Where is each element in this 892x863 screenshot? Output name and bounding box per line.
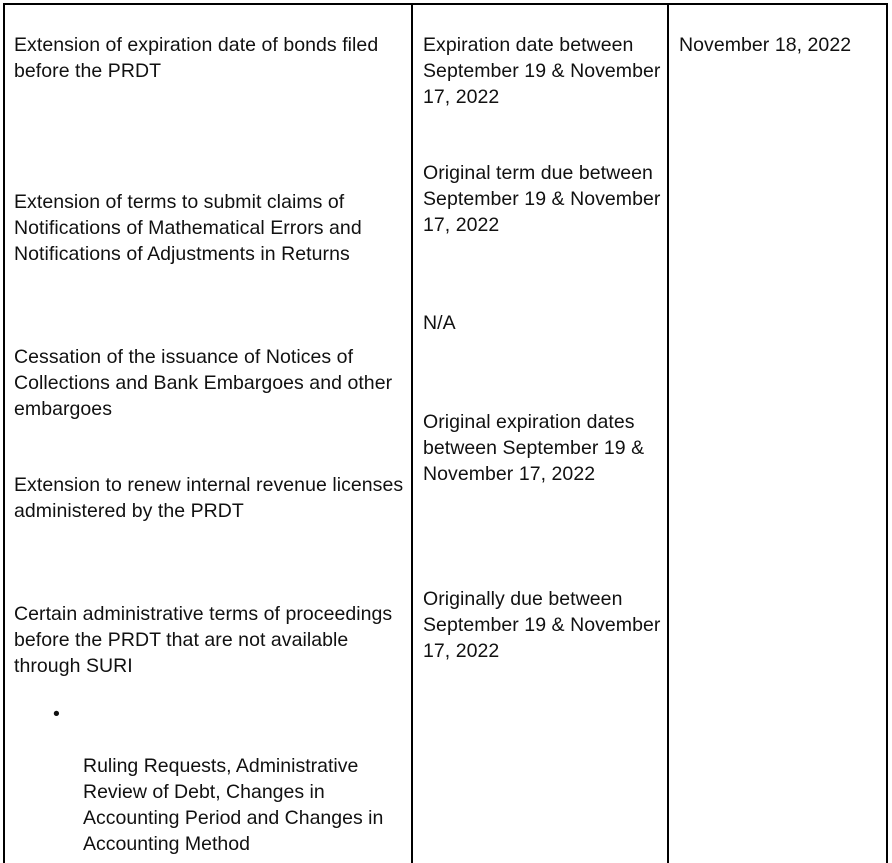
- extension-measures-table: [3, 3, 888, 863]
- applies-cell-not-applicable: N/A: [423, 312, 456, 334]
- applies-cell-expiration-date-range: Expiration date between September 19 & November 17, 2022: [423, 34, 661, 108]
- bullet-point-icon: •: [53, 703, 60, 725]
- table-column-applies-to: [413, 5, 669, 863]
- measure-cell-administrative-terms: Certain administrative terms of proceedings before the PRDT that are not available through SURI: [14, 603, 393, 677]
- applies-cell-original-term-due: Original term due between September 19 & November 17, 2022: [423, 162, 661, 236]
- list-item-label: Ruling Requests, Administrative Review of Debt, Changes in Accounting Period and Changes in Accounting Method: [83, 755, 384, 855]
- table-column-new-date: [669, 5, 886, 863]
- new-date-cell-november-18: November 18, 2022: [679, 34, 852, 56]
- table-column-measures: [5, 5, 413, 863]
- measure-cell-mathematical-errors: Extension of terms to submit claims of Notifications of Mathematical Errors and Notifications of Adjustments in Returns: [14, 191, 362, 265]
- measure-cell-bond-expiration: Extension of expiration date of bonds filed before the PRDT: [14, 34, 379, 82]
- measure-cell-notices-collections: Cessation of the issuance of Notices of Collections and Bank Embargoes and other embargoes: [14, 346, 393, 420]
- applies-cell-originally-due-between: Originally due between September 19 & November 17, 2022: [423, 588, 661, 662]
- applies-cell-original-expiration-dates: Original expiration dates between September 19 & November 17, 2022: [423, 411, 645, 485]
- measure-cell-renew-licenses: Extension to renew internal revenue licenses administered by the PRDT: [14, 474, 404, 522]
